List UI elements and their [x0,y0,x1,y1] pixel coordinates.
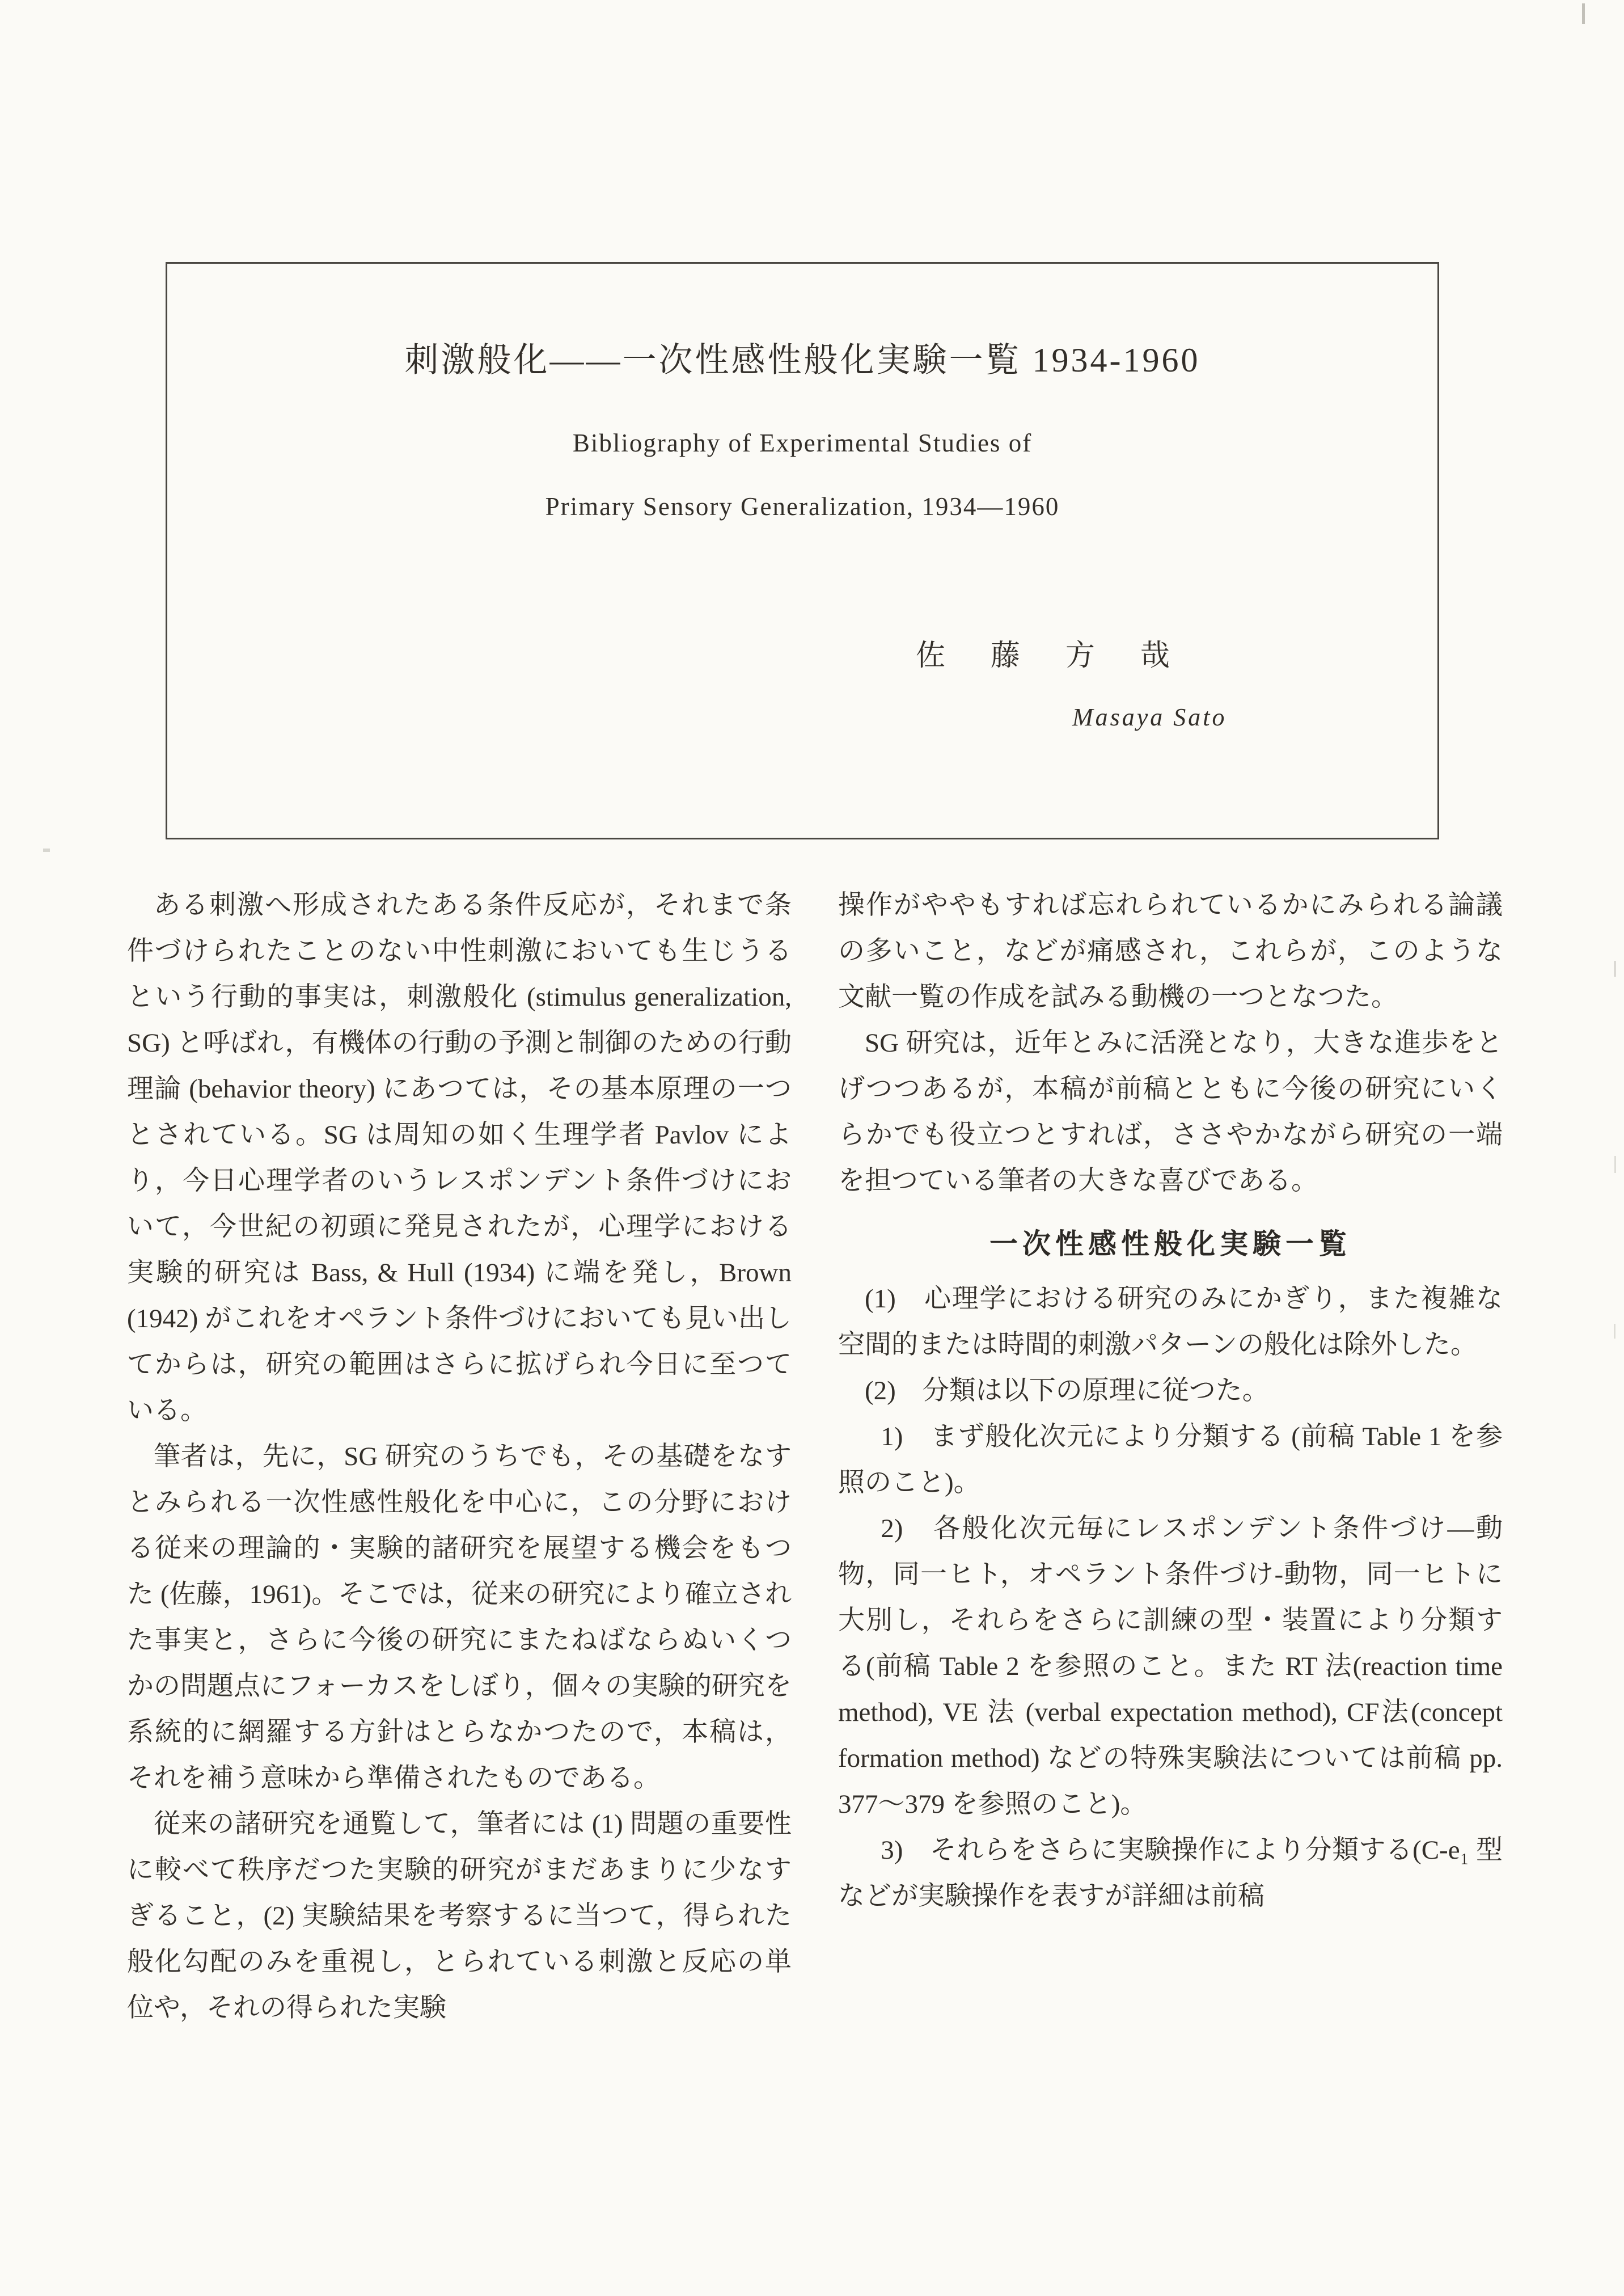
body-paragraph: ある刺激へ形成されたある条件反応が，それまで条件づけられたことのない中性刺激においても生じうるという行動的事実は，刺激般化 (stimulus generalization, SG) と呼ばれ，有機体の行動の予測と制御のための行動理論 (behavior theory) にあつては，その基本原理の一つとされている。SG は周知の如く生理学者 Pavlov により，今日心理学者のいうレスポンデント条件づけにおいて，今世紀の初頭に発見されたが，心理学における実験的研究は Bass, & Hull (1934) に端を発し，Brown (1942) がこれをオペラント条件づけにおいても見い出してからは，研究の範囲はさらに拡げられ今日に至つている。 [127,890,792,1425]
paper-title-english-line2: Primary Sensory Generalization, 1934—1960 [545,492,1060,521]
body-paragraph: 従来の諸研究を通覧して，筆者には (1) 問題の重要性に較べて秩序だつた実験的研究がまだあまりに少なすぎること，(2) 実験結果を考察するに当つて，得られた般化勾配のみを重視し，とられている刺激と反応の単位や，それの得られた実験 [127,1809,792,2023]
scan-artifact [1614,1324,1615,1339]
list-sub-item: 2) 各般化次元毎にレスポンデント条件づけ—動物，同一ヒト，オペラント条件づけ-動物，同一ヒトに大別し，それらをさらに訓練の型・装置により分類する(前稿 Table 2 を参照のこと。また RT 法(reaction time method), VE 法 (verbal expectation method), CF法(concept formation method) などの特殊実験法については前稿 pp. 377～379 を参照のこと)。 [838,1514,1503,1819]
list-item: (1) 心理学における研究のみにかぎり，また複雑な空間的または時間的刺激パターンの般化は除外した。 [838,1284,1503,1360]
section-heading: 一次性感性般化実験一覧 [989,1228,1351,1260]
list-sub-item: 3) それらをさらに実験操作により分類する(C-e₁ 型などが実験操作を表すが詳細は前稿 [838,1835,1503,1911]
scan-artifact [1614,1156,1616,1173]
left-column [127,883,792,2031]
scan-artifact [43,849,50,852]
list-item: (2) 分類は以下の原理に従つた。 [865,1376,1269,1406]
scan-artifact [1582,3,1585,24]
right-column [838,883,1503,1919]
list-sub-item: 1) まず般化次元により分類する (前稿 Table 1 を参照のこと)。 [838,1422,1503,1497]
scan-artifact [1614,961,1616,977]
author-name-romanized: Masaya Sato [1072,703,1227,731]
author-name-japanese: 佐 藤 方 哉 [916,640,1178,672]
body-paragraph-continuation: 操作がややもすれば忘れられているかにみられる論議の多いこと，などが痛感され，これらが，このような文献一覧の作成を試みる動機の一つとなつた。 [838,890,1503,1012]
title-box [166,262,1439,839]
body-paragraph: 筆者は，先に，SG 研究のうちでも，その基礎をなすとみられる一次性感性般化を中心に，この分野における従来の理論的・実験的諸研究を展望する機会をもつた (佐藤，1961)。そこでは，従来の研究により確立された事実と，さらに今後の研究にまたねばならぬいくつかの問題点にフォーカスをしぼり，個々の実験的研究を系統的に網羅する方針はとらなかつたので，本稿は，それを補う意味から準備されたものである。 [127,1442,792,1793]
paper-title-english-line1: Bibliography of Experimental Studies of [572,429,1033,457]
paper-title-japanese: 刺激般化——一次性感性般化実験一覧 1934-1960 [404,341,1200,379]
body-paragraph: SG 研究は，近年とみに活溌となり，大きな進歩をとげつつあるが，本稿が前稿とともに今後の研究にいくらかでも役立つとすれば，ささやかながら研究の一端を担つている筆者の大きな喜びである。 [838,1028,1503,1196]
